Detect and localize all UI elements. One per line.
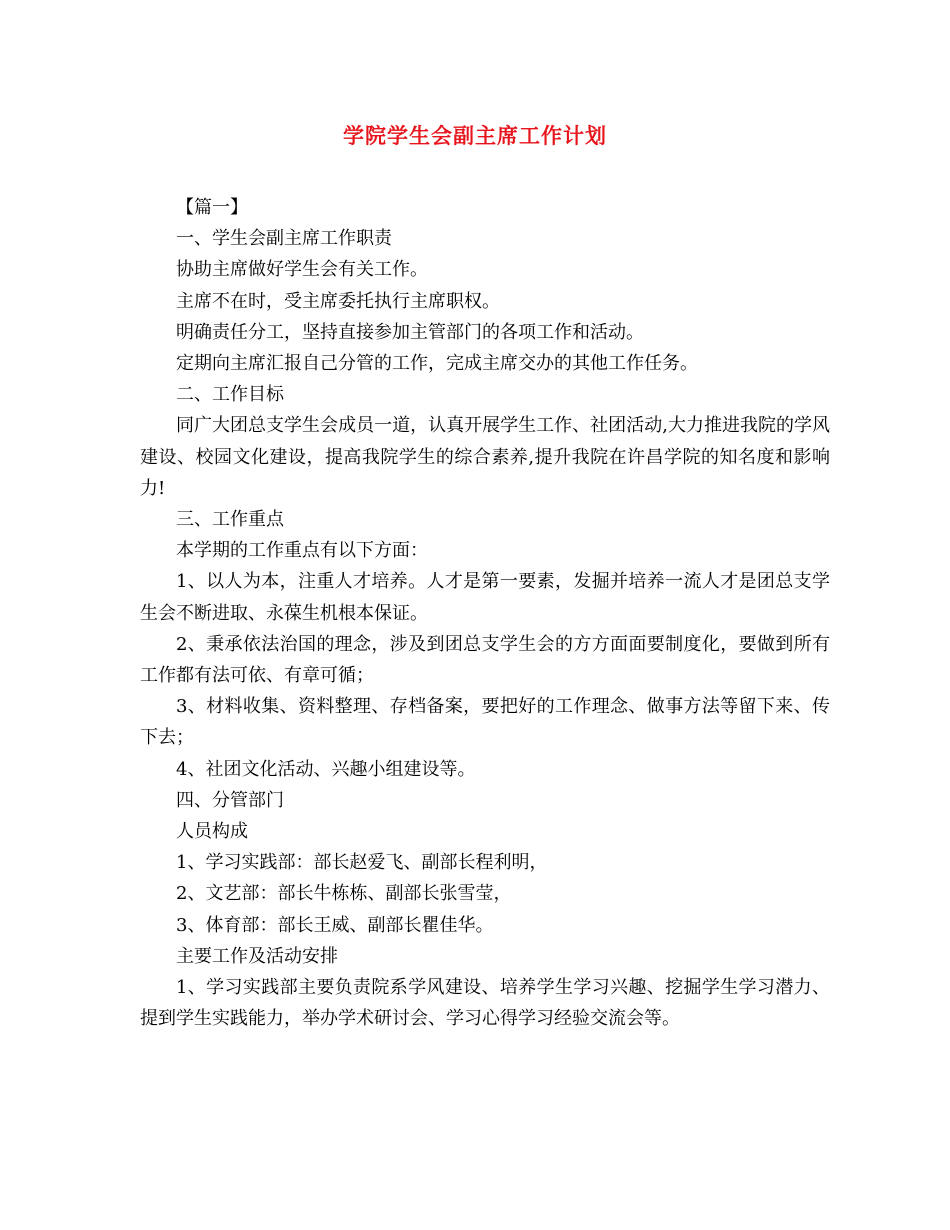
paragraph: 定期向主席汇报自己分管的工作，完成主席交办的其他工作任务。 [176,353,698,375]
paragraph: 本学期的工作重点有以下方面： [176,540,428,562]
heading-focus: 三、工作重点 [176,509,284,531]
paragraph: 主席不在时，受主席委托执行主席职权。 [176,290,500,312]
paragraph: 1、以人为本，注重人才培养。人才是第一要素，发掘并培养一流人才是团总支学生会不断进取、永葆生机根本保证。 [140,571,830,624]
subheading-staff: 人员构成 [176,821,248,843]
paragraph: 3、材料收集、资料整理、存档备案，要把好的工作理念、做事方法等留下来、传下去； [140,696,830,749]
paragraph: 协助主席做好学生会有关工作。 [176,259,428,281]
document-title: 学院学生会副主席工作计划 [343,124,607,148]
paragraph: 2、文艺部：部长牛栋栋、副部长张雪莹， [176,883,512,905]
subheading-activities: 主要工作及活动安排 [176,945,338,967]
paragraph: 1、学习实践部：部长赵爱飞、副部长程利明， [176,852,548,874]
heading-departments: 四、分管部门 [176,789,284,811]
document-body [140,192,830,1034]
paragraph: 4、社团文化活动、兴趣小组建设等。 [176,758,476,780]
heading-duties: 一、学生会副主席工作职责 [176,228,392,250]
paragraph: 3、体育部：部长王威、副部长瞿佳华。 [176,914,494,936]
heading-goals: 二、工作目标 [176,384,284,406]
section-marker: 【篇一】 [176,197,248,218]
paragraph: 同广大团总支学生会成员一道，认真开展学生工作、社团活动,大力推进我院的学风建设、校园文化建设，提高我院学生的综合素养,提升我院在许昌学院的知名度和影响力! [140,415,830,499]
paragraph: 明确责任分工，坚持直接参加主管部门的各项工作和活动。 [176,321,644,343]
paragraph: 1、学习实践部主要负责院系学风建设、培养学生学习兴趣、挖掘学生学习潜力、提到学生实践能力，举办学术研讨会、学习心得学习经验交流会等。 [140,977,830,1030]
paragraph: 2、秉承依法治国的理念，涉及到团总支学生会的方方面面要制度化，要做到所有工作都有法可依、有章可循； [140,633,830,687]
